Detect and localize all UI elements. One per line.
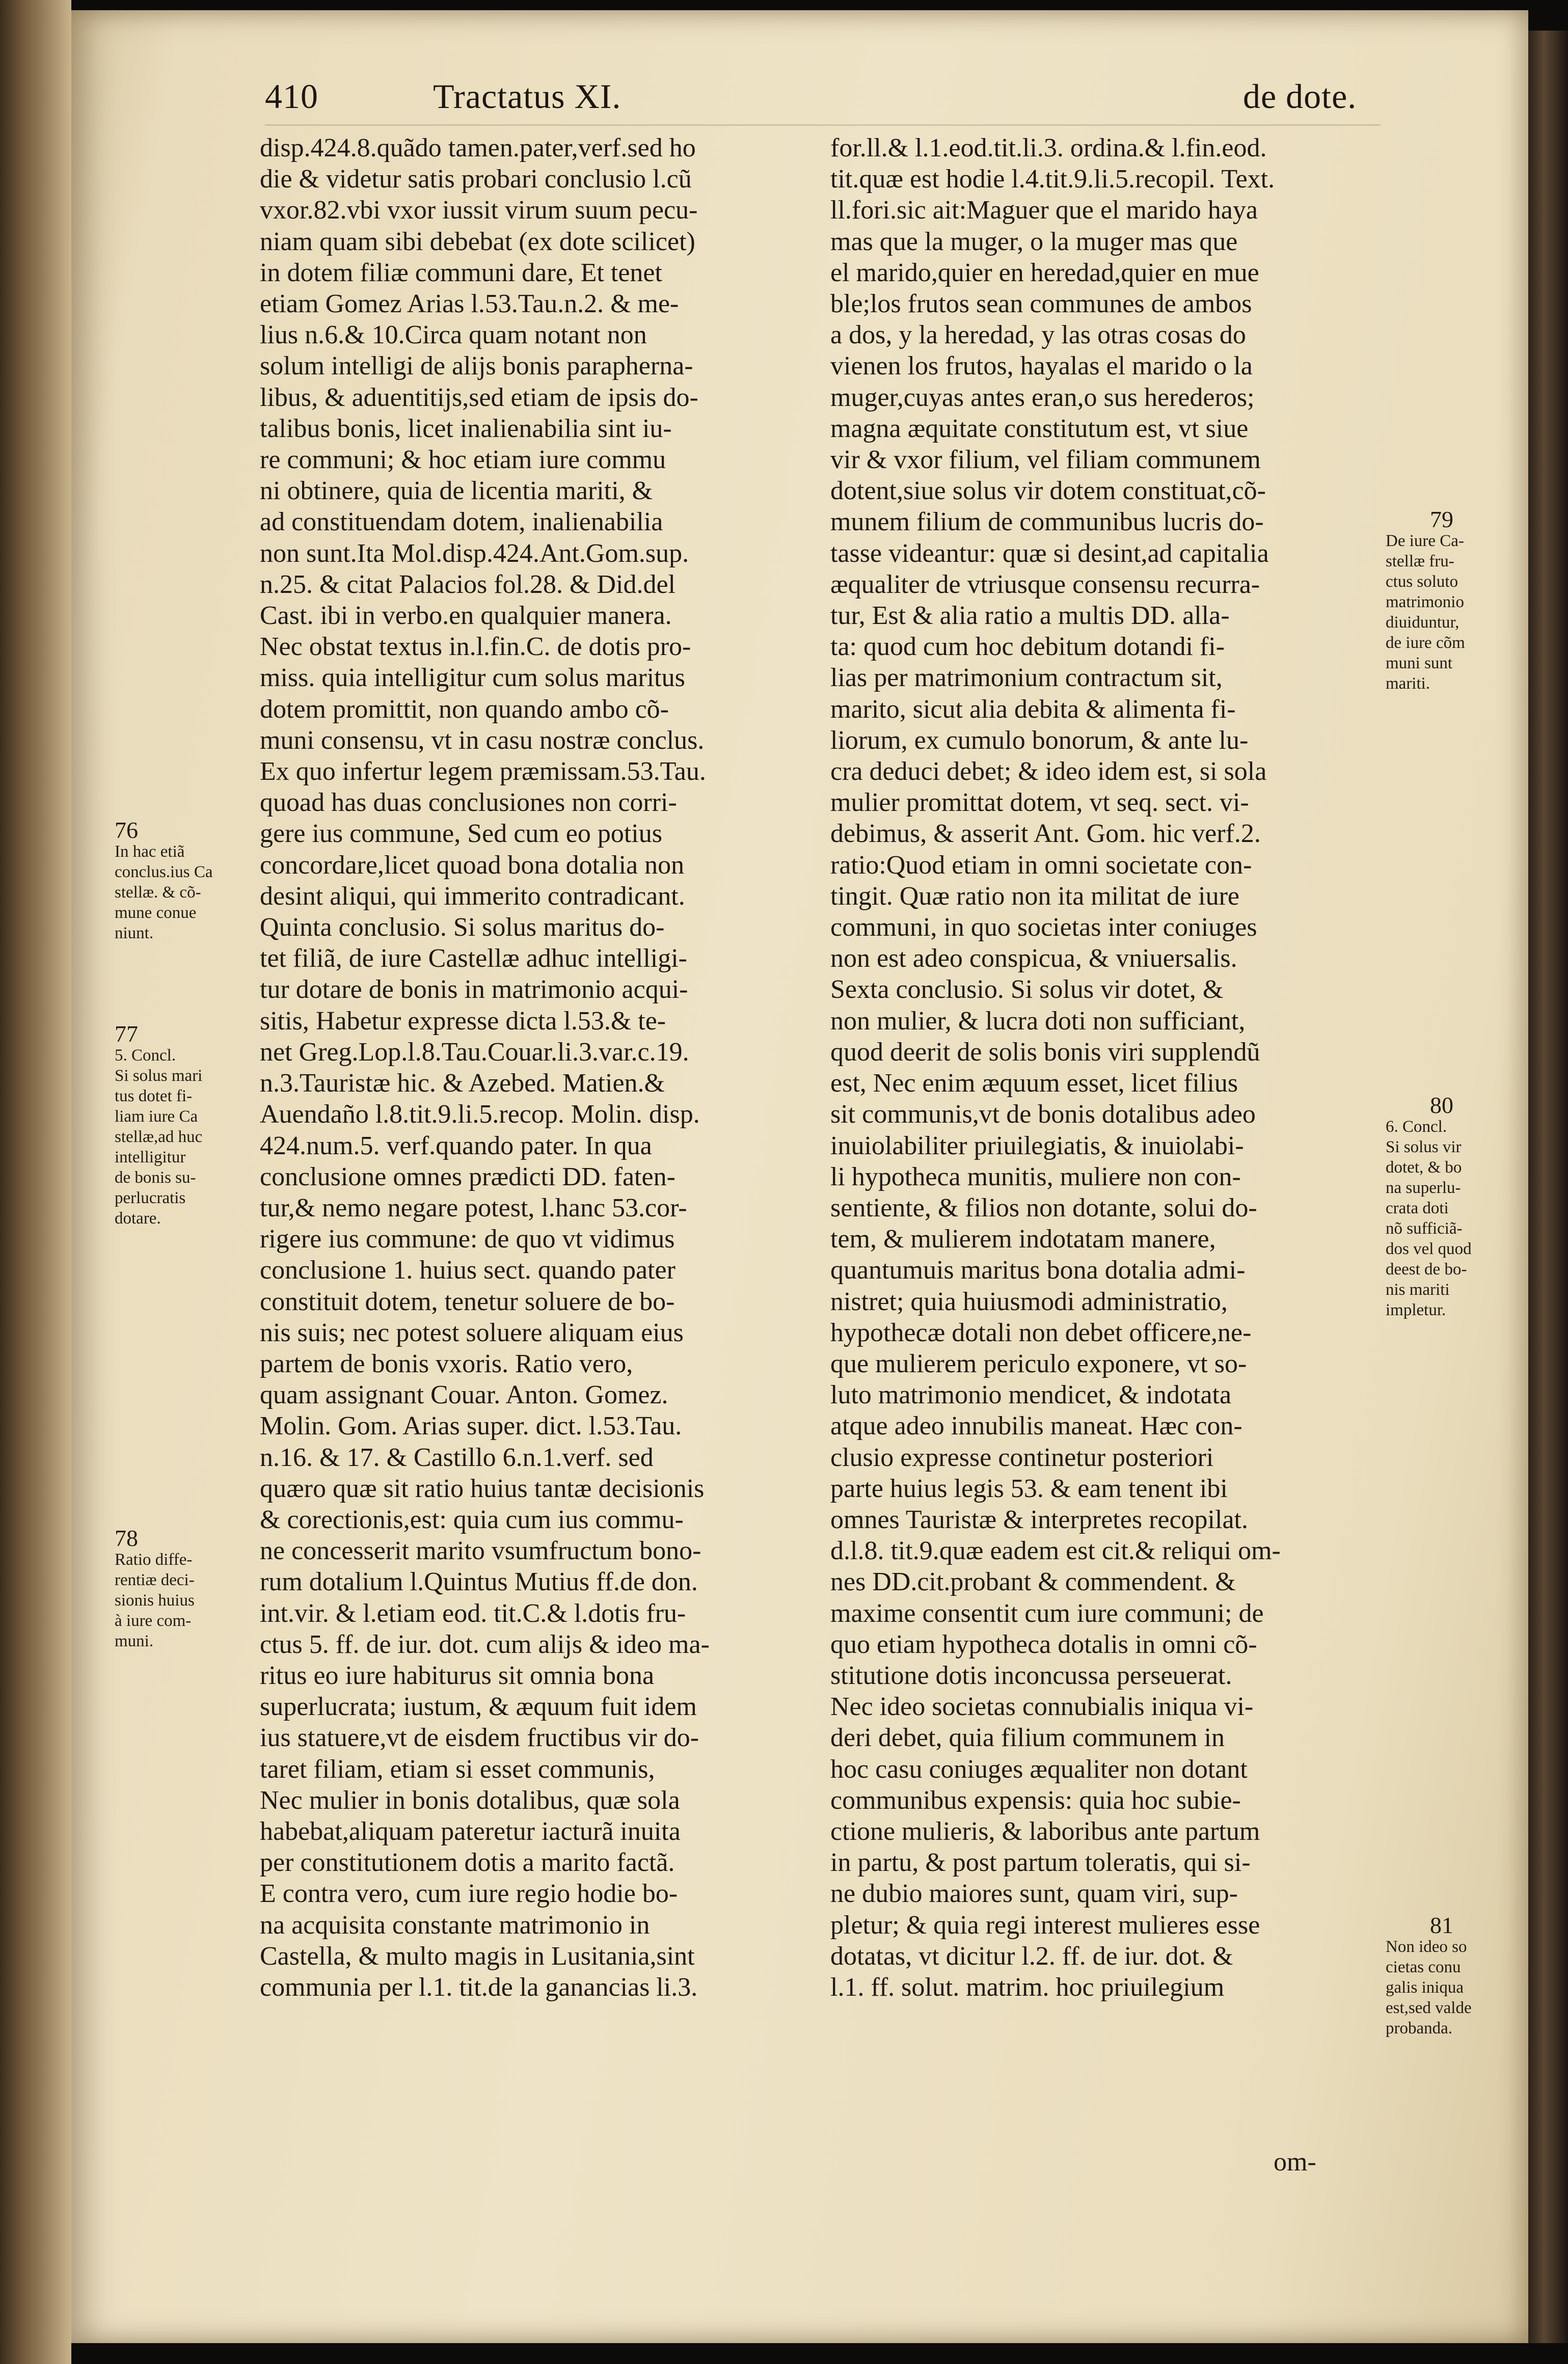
margin-note-line: dotet, & bo [1386, 1158, 1462, 1177]
margin-note-line: In hac etiã [115, 843, 185, 861]
text-line: quoad has duas conclusiones non corri- [260, 788, 677, 818]
text-line: Nec obstat textus in.l.fin.C. de dotis pro- [260, 632, 691, 662]
text-line: die & videtur satis probari conclusio l.cũ [260, 165, 692, 194]
running-subtitle: de dote. [1243, 77, 1357, 116]
margin-note-number: 81 [1430, 1912, 1453, 1938]
text-line: magna æquitate constitutum est, vt siue [830, 414, 1249, 443]
margin-note-line: sionis huius [115, 1591, 195, 1610]
text-line: Sexta conclusio. Si solus vir dotet, & [830, 975, 1224, 1004]
text-line: vienen los frutos, hayalas el marido o la [830, 351, 1253, 381]
right-text-column [830, 132, 1381, 2003]
margin-note-line: Si solus vir [1386, 1138, 1462, 1156]
margin-note-number: 80 [1430, 1092, 1453, 1118]
margin-note-line: nis mariti [1386, 1281, 1450, 1299]
text-line: æqualiter de vtriusque consensu recurra- [830, 569, 1260, 599]
text-line: liorum, ex cumulo bonorum, & ante lu- [830, 725, 1249, 755]
text-line: ta: quod cum hoc debitum dotandi fi- [830, 632, 1225, 662]
text-line: mas que la muger, o la muger mas que [830, 227, 1238, 256]
margin-note-line: probanda. [1386, 2019, 1453, 2037]
text-line: stitutione dotis inconcussa perseuerat. [830, 1661, 1232, 1690]
header-rule [265, 124, 1381, 126]
text-line: in partu, & post partum toleratis, qui si- [830, 1848, 1251, 1878]
margin-note-number: 78 [115, 1525, 138, 1551]
text-line: ctione mulieris, & laboribus ante partum [830, 1816, 1260, 1846]
text-line: quod deerit de solis bonis viri supplendũ [830, 1037, 1260, 1067]
page-number: 410 [265, 77, 318, 116]
margin-note-line: stellæ. & cõ- [115, 883, 201, 902]
margin-note-80 [1386, 1092, 1498, 1320]
margin-note-line: rentiæ deci- [115, 1571, 195, 1589]
text-line: talibus bonis, licet inalienabilia sint iu- [260, 414, 672, 443]
text-line: gere ius commune, Sed cum eo potius [260, 819, 662, 849]
text-line: nis suis; nec potest soluere aliquam eius [260, 1318, 684, 1347]
text-line: tem, & mulierem indotatam manere, [830, 1225, 1216, 1254]
margin-note-line: 5. Concl. [115, 1046, 176, 1065]
margin-note-line: ctus soluto [1386, 573, 1458, 591]
margin-note-line: intelligitur [115, 1148, 186, 1166]
margin-note-79 [1386, 506, 1498, 694]
text-line: Auendaño l.8.tit.9.li.5.recop. Molin. disp. [260, 1100, 700, 1129]
text-line: cra deduci debet; & ideo idem est, si sola [830, 757, 1267, 786]
margin-note-line: Ratio diffe- [115, 1551, 193, 1569]
text-line: li hypotheca munitis, muliere non con- [830, 1162, 1241, 1191]
text-line: muni consensu, vt in casu nostræ conclus. [260, 725, 705, 755]
margin-note-line: liam iure Ca [115, 1107, 198, 1126]
margin-note-line: muni. [115, 1632, 154, 1650]
text-line: vir & vxor filium, vel filiam communem [830, 445, 1261, 475]
margin-note-line: deest de bo- [1386, 1260, 1467, 1279]
margin-note-line: crata doti [1386, 1199, 1449, 1217]
text-line: int.vir. & l.etiam eod. tit.C.& l.dotis fru- [260, 1598, 686, 1628]
text-line: in dotem filiæ communi dare, Et tenet [260, 258, 662, 287]
text-line: est, Nec enim æquum esset, licet filius [830, 1069, 1238, 1098]
text-line: dotem promittit, non quando ambo cõ- [260, 694, 669, 724]
text-line: miss. quia intelligitur cum solus maritus [260, 663, 685, 693]
text-line: per constitutionem dotis a marito factã. [260, 1848, 675, 1878]
text-line: tur,& nemo negare potest, l.hanc 53.cor- [260, 1193, 687, 1222]
text-line: niam quam sibi debebat (ex dote scilicet) [260, 227, 695, 256]
text-line: nes DD.cit.probant & commendent. & [830, 1567, 1236, 1597]
text-line: Quinta conclusio. Si solus maritus do- [260, 913, 665, 942]
text-line: & corectionis,est: quia cum ius commu- [260, 1505, 684, 1534]
text-line: ad constituendam dotem, inalienabilia [260, 507, 663, 537]
text-line: non est adeo conspicua, & vniuersalis. [830, 944, 1237, 973]
book-spine [0, 0, 71, 2364]
catchword: om- [1274, 2148, 1316, 2177]
text-line: ius statuere,vt de eisdem fructibus vir do- [260, 1723, 699, 1753]
text-line: communia per l.1. tit.de la ganancias li.3. [260, 1972, 698, 2002]
text-line: desint aliqui, qui immerito contradicant. [260, 881, 685, 911]
text-line: inuiolabiliter priuilegiatis, & inuiolabi- [830, 1131, 1244, 1160]
margin-note-81 [1386, 1912, 1498, 2039]
text-line: ctus 5. ff. de iur. dot. cum alijs & ideo ma- [260, 1629, 710, 1659]
text-line: luto matrimonio mendicet, & indotata [830, 1380, 1232, 1410]
text-line: atque adeo innubilis maneat. Hæc con- [830, 1411, 1242, 1441]
text-line: superlucrata; iustum, & æquum fuit idem [260, 1692, 697, 1722]
text-line: hypothecæ dotali non debet officere,ne- [830, 1318, 1252, 1347]
margin-note-number: 76 [115, 817, 138, 843]
text-line: munem filium de communibus lucris do- [830, 507, 1264, 537]
text-line: tingit. Quæ ratio non ita militat de iure [830, 881, 1239, 911]
text-line: vxor.82.vbi vxor iussit virum suum pecu- [260, 196, 698, 225]
text-line: tur dotare de bonis in matrimonio acqui- [260, 975, 688, 1004]
text-line: ratio:Quod etiam in omni societate con- [830, 850, 1252, 880]
margin-note-line: 6. Concl. [1386, 1118, 1447, 1136]
margin-note-line: Non ideo so [1386, 1938, 1467, 1956]
margin-note-line: na superlu- [1386, 1179, 1461, 1197]
text-line: Cast. ibi in verbo.en qualquier manera. [260, 601, 672, 631]
margin-note-line: muni sunt [1386, 654, 1453, 672]
text-line: quo etiam hypotheca dotalis in omni cõ- [830, 1629, 1257, 1659]
text-line: que mulierem periculo exponere, vt so- [830, 1349, 1247, 1378]
text-line: maxime consentit cum iure communi; de [830, 1598, 1264, 1628]
text-line: quantumuis maritus bona dotalia admi- [830, 1256, 1246, 1285]
text-line: partem de bonis vxoris. Ratio vero, [260, 1349, 633, 1378]
text-line: re communi; & hoc etiam iure commu [260, 445, 666, 475]
margin-note-line: à iure com- [115, 1612, 192, 1630]
margin-note-line: de iure cõm [1386, 634, 1465, 652]
margin-note-line: dotare. [115, 1209, 161, 1228]
text-line: 424.num.5. verf.quando pater. In qua [260, 1131, 652, 1160]
text-line: solum intelligi de alijs bonis paraphernа- [260, 351, 693, 381]
text-line: Nec ideo societas connubialis iniqua vi- [830, 1692, 1254, 1722]
left-text-column [260, 132, 810, 2003]
margin-note-line: mune conue [115, 904, 197, 922]
text-line: pletur; & quia regi interest mulieres esse [830, 1910, 1260, 1940]
margin-note-76 [115, 817, 232, 943]
text-line: net Greg.Lop.l.8.Tau.Couar.li.3.var.c.19. [260, 1037, 689, 1067]
text-line: non sunt.Ita Mol.disp.424.Ant.Gom.sup. [260, 538, 689, 568]
text-line: tit.quæ est hodie l.4.tit.9.li.5.recopil. Text. [830, 165, 1275, 194]
text-line: Molin. Gom. Arias super. dict. l.53.Tau. [260, 1411, 682, 1441]
text-line: taret filiam, etiam si esset communis, [260, 1754, 655, 1784]
margin-note-line: mariti. [1386, 674, 1430, 693]
text-line: na acquisita constante matrimonio in [260, 1910, 650, 1940]
text-line: sentiente, & filios non dotante, solui do- [830, 1193, 1257, 1222]
margin-note-line: est,sed valde [1386, 1999, 1472, 2017]
text-line: parte huius legis 53. & eam tenent ibi [830, 1474, 1228, 1503]
margin-note-line: matrimonio [1386, 593, 1464, 611]
text-line: hoc casu coniuges æqualiter non dotant [830, 1754, 1248, 1784]
text-line: Ex quo infertur legem præmissam.53.Tau. [260, 757, 706, 786]
text-line: lias per matrimonium contractum sit, [830, 663, 1223, 693]
text-line: lius n.6.& 10.Circa quam notant non [260, 320, 647, 350]
text-line: a dos, y la heredad, y las otras cosas do [830, 320, 1246, 350]
running-title: Tractatus XI. [433, 77, 621, 116]
text-line: ni obtinere, quia de licentia mariti, & [260, 476, 653, 506]
text-line: nistret; quia huiusmodi administratio, [830, 1287, 1228, 1316]
margin-note-line: dos vel quod [1386, 1240, 1472, 1258]
margin-note-number: 77 [115, 1021, 138, 1047]
text-line: mulier promittat dotem, vt seq. sect. vi- [830, 788, 1249, 818]
text-line: tasse videantur: quæ si desint,ad capitalia [830, 538, 1269, 568]
text-line: n.16. & 17. & Castillo 6.n.1.verf. sed [260, 1443, 654, 1472]
text-line: omnes Tauristæ & interpretes recopilat. [830, 1505, 1248, 1534]
text-line: debimus, & asserit Ant. Gom. hic verf.2. [830, 819, 1261, 849]
text-line: n.25. & citat Palacios fol.28. & Did.del [260, 569, 675, 599]
margin-note-77 [115, 1021, 232, 1229]
text-line: n.3.Tauristæ hic. & Azebed. Matien.& [260, 1069, 665, 1098]
margin-note-line: stellæ fru- [1386, 552, 1454, 570]
margin-note-line: impletur. [1386, 1301, 1446, 1319]
text-line: l.1. ff. solut. matrim. hoc priuilegium [830, 1972, 1225, 2002]
text-line: non mulier, & lucra doti non sufficiant, [830, 1006, 1246, 1036]
text-line: conclusione 1. huius sect. quando pater [260, 1256, 675, 1285]
text-line: d.l.8. tit.9.quæ eadem est cit.& reliqui om- [830, 1536, 1281, 1566]
text-line: el marido,quier en heredad,quier en mue [830, 258, 1259, 287]
text-line: rigere ius commune: de quo vt vidimus [260, 1225, 675, 1254]
margin-note-line: perlucratis [115, 1189, 186, 1207]
margin-note-number: 79 [1430, 506, 1453, 532]
text-line: for.ll.& l.1.eod.tit.li.3. ordina.& l.fin.eod. [830, 133, 1267, 162]
margin-note-line: galis iniqua [1386, 1978, 1464, 1997]
text-line: dotent,siue solus vir dotem constituat,cõ- [830, 476, 1266, 506]
text-line: ne concesserit marito vsumfructum bono- [260, 1536, 701, 1566]
text-line: ritus eo iure habiturus sit omnia bona [260, 1661, 655, 1690]
text-line: concordare,licet quoad bona dotalia non [260, 850, 685, 880]
text-line: Castella, & multo magis in Lusitania,sint [260, 1941, 695, 1971]
text-line: ble;los frutos sean communes de ambos [830, 289, 1252, 319]
text-line: dotatas, vt dicitur l.2. ff. de iur. dot. & [830, 1941, 1233, 1971]
text-line: tet filiã, de iure Castellæ adhuc intelligi- [260, 944, 687, 973]
text-line: disp.424.8.quãdo tamen.pater,verf.sed ho [260, 133, 696, 162]
text-line: ne dubio maiores sunt, quam viri, sup- [830, 1879, 1238, 1909]
text-line: libus, & aduentitijs,sed etiam de ipsis do- [260, 383, 698, 412]
margin-note-line: stellæ,ad huc [115, 1128, 203, 1146]
text-line: deri debet, quia filium communem in [830, 1723, 1225, 1753]
margin-note-line: diuiduntur, [1386, 613, 1459, 632]
margin-note-line: Si solus mari [115, 1067, 203, 1085]
margin-note-line: conclus.ius Ca [115, 863, 213, 881]
text-line: communi, in quo societas inter coniuges [830, 913, 1257, 942]
text-line: clusio expresse continetur posteriori [830, 1443, 1214, 1472]
margin-note-line: tus dotet fi- [115, 1087, 193, 1105]
text-line: sitis, Habetur expresse dicta l.53.& te- [260, 1006, 666, 1036]
text-line: sit communis,vt de bonis dotalibus adeo [830, 1100, 1256, 1129]
margin-note-78 [115, 1525, 232, 1651]
text-line: etiam Gomez Arias l.53.Tau.n.2. & me- [260, 289, 679, 319]
text-line: quam assignant Couar. Anton. Gomez. [260, 1380, 668, 1410]
text-line: E contra vero, cum iure regio hodie bo- [260, 1879, 678, 1909]
text-line: muger,cuyas antes eran,o sus herederos; [830, 383, 1255, 412]
margin-note-line: cietas conu [1386, 1958, 1461, 1976]
margin-note-line: niunt. [115, 924, 154, 942]
text-line: quæro quæ sit ratio huius tantæ decisionis [260, 1474, 705, 1503]
margin-note-line: nõ sufficiã- [1386, 1219, 1463, 1238]
text-line: conclusione omnes prædicti DD. faten- [260, 1162, 675, 1191]
text-line: constituit dotem, tenetur soluere de bo- [260, 1287, 675, 1316]
text-line: habebat,aliquam pateretur iacturã inuita [260, 1816, 681, 1846]
text-line: Nec mulier in bonis dotalibus, quæ sola [260, 1785, 680, 1815]
text-line: tur, Est & alia ratio a multis DD. alla- [830, 601, 1230, 631]
margin-note-line: De iure Ca- [1386, 532, 1464, 550]
text-line: ll.fori.sic ait:Maguer que el marido haya [830, 196, 1258, 225]
text-line: marito, sicut alia debita & alimenta fi- [830, 694, 1236, 724]
text-line: communibus expensis: quia hoc subie- [830, 1785, 1241, 1815]
page-edge [1528, 31, 1568, 2343]
text-line: rum dotalium l.Quintus Mutius ff.de don. [260, 1567, 698, 1597]
margin-note-line: de bonis su- [115, 1169, 196, 1187]
